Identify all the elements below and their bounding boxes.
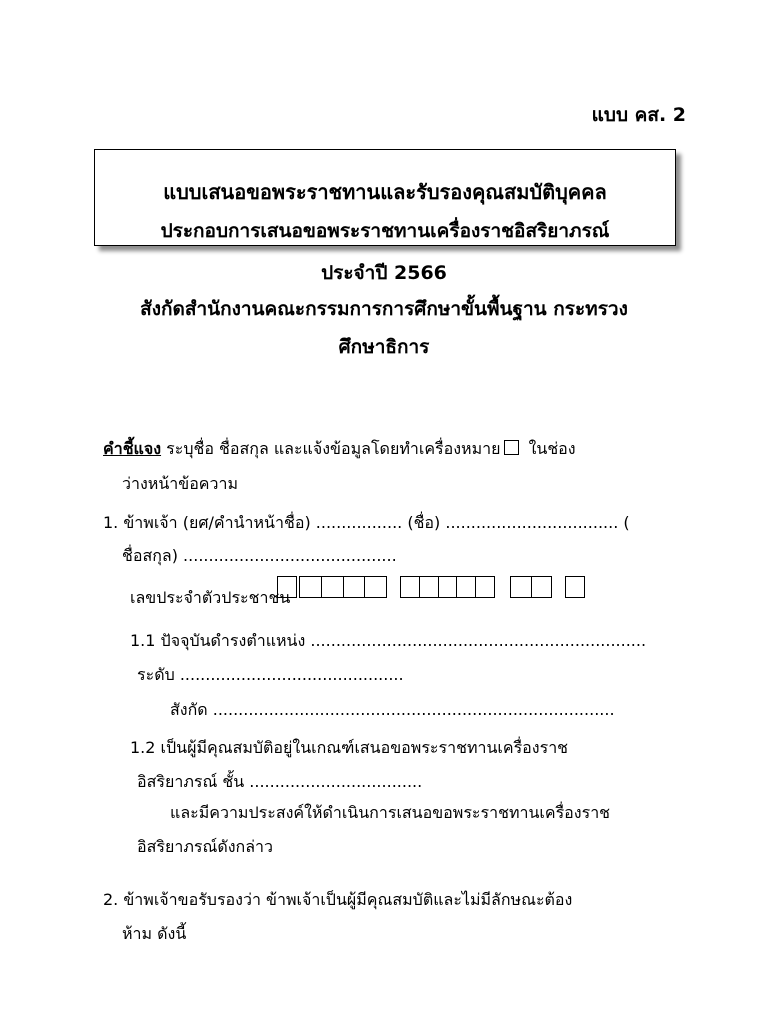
form-code: แบบ คส. 2 (591, 104, 686, 126)
certification-line2: ห้าม ดังนี้ (122, 924, 187, 943)
position-line: 1.1 ปัจจุบันดำรงตำแหน่ง .................................................................. (130, 631, 647, 650)
instructions (103, 437, 576, 462)
form-title-line2: ประกอบการเสนอขอพระราชทานเครื่องราชอิสริยาภรณ์ (160, 220, 610, 242)
citizen-id-label: เลขประจำตัวประชาชน (130, 588, 291, 607)
agency-line2: ศึกษาธิการ (338, 336, 430, 358)
instructions-heading: คำชี้แจง (103, 439, 162, 458)
id-group-5[interactable] (565, 576, 585, 598)
eligibility-line3: และมีความประสงค์ให้ดำเนินการเสนอขอพระราชทานเครื่องราช (170, 803, 611, 822)
certification-line1: 2. ข้าพเจ้าขอรับรองว่า ข้าพเจ้าเป็นผู้มีคุณสมบัติและไม่มีลักษณะต้อง (103, 890, 573, 909)
level-line: ระดับ ............................................ (137, 665, 404, 684)
instructions-text-end: ในช่อง (523, 439, 576, 458)
form-title-line1: แบบเสนอขอพระราชทานและรับรองคุณสมบัติบุคคล (163, 180, 607, 204)
eligibility-line2: อิสริยาภรณ์ ชั้น .................................. (137, 772, 423, 791)
instructions-text: ระบุชื่อ ชื่อสกุล และแจ้งข้อมูลโดยทำเครื่องหมาย (161, 439, 501, 458)
item1-name-line: 1. ข้าพเจ้า (ยศ/คำนำหน้าชื่อ) ................. (ชื่อ) .................................. ( (103, 513, 630, 532)
title-box (94, 149, 676, 246)
id-group-1[interactable] (277, 576, 297, 598)
eligibility-line4: อิสริยาภรณ์ดังกล่าว (137, 837, 273, 856)
instructions-line2: ว่างหน้าข้อความ (122, 474, 239, 493)
eligibility-line1: 1.2 เป็นผู้มีคุณสมบัติอยู่ในเกณฑ์เสนอขอพระราชทานเครื่องราช (130, 738, 569, 757)
checkbox-icon (504, 440, 519, 455)
affiliation-line: สังกัด ............................................................................... (170, 700, 615, 719)
id-group-4[interactable] (510, 576, 552, 598)
agency-line1: สังกัดสำนักงานคณะกรรมการการศึกษาขั้นพื้นฐาน กระทรวง (140, 298, 628, 320)
year-line: ประจำปี 2566 (321, 262, 447, 284)
id-group-3[interactable] (400, 576, 495, 598)
item1-surname-line: ชื่อสกุล) .......................................... (122, 546, 397, 565)
id-group-2[interactable] (299, 576, 387, 598)
